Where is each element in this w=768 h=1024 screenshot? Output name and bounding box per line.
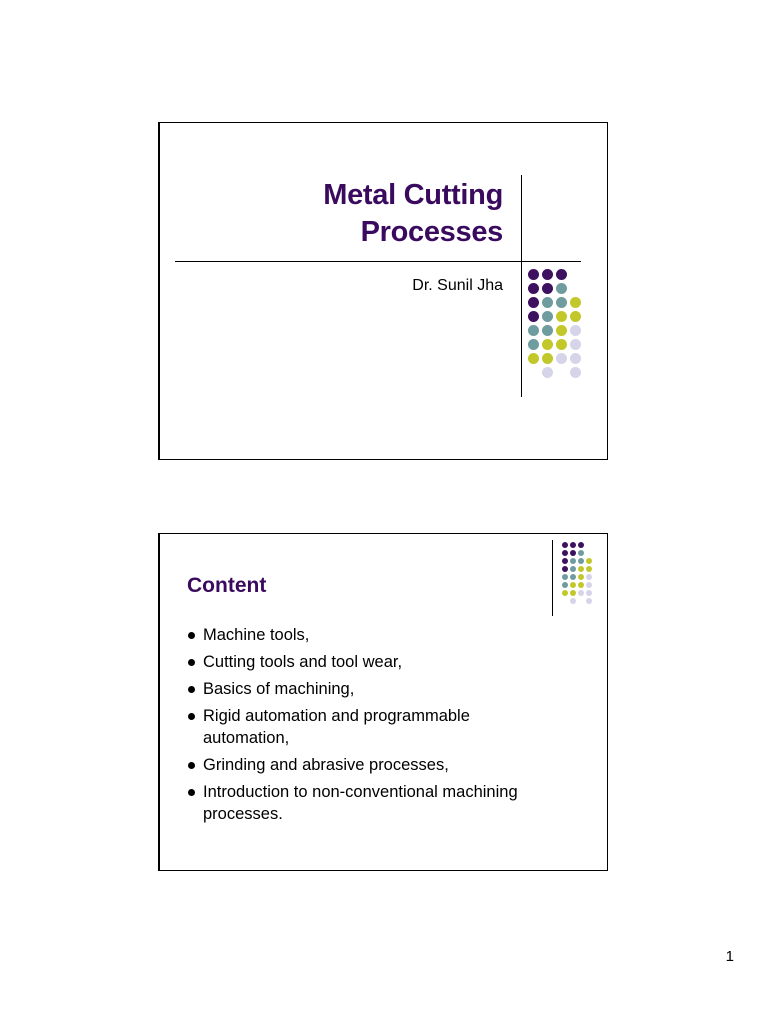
decorative-dot	[578, 542, 584, 548]
content-bullet-list	[186, 624, 546, 830]
decorative-dot	[586, 590, 592, 596]
decorative-dot	[528, 325, 539, 336]
decorative-dot	[586, 582, 592, 588]
decorative-dot	[562, 582, 568, 588]
decorative-dot	[570, 325, 581, 336]
decorative-dot	[542, 367, 553, 378]
decorative-dot	[570, 339, 581, 350]
decorative-dot	[562, 590, 568, 596]
bullet-item: Basics of machining,	[186, 678, 546, 700]
decorative-dot	[578, 590, 584, 596]
decorative-dot	[578, 582, 584, 588]
decorative-dot	[570, 590, 576, 596]
decorative-dot	[556, 325, 567, 336]
decorative-dot	[542, 311, 553, 322]
slide-title-line-1: Metal Cutting	[323, 179, 503, 211]
decorative-dot	[562, 574, 568, 580]
decorative-dot	[528, 311, 539, 322]
decorative-dot	[562, 558, 568, 564]
decorative-dot	[528, 283, 539, 294]
title-slide	[158, 122, 608, 460]
decorative-dot	[578, 558, 584, 564]
decorative-dot	[562, 566, 568, 572]
bullet-item: Introduction to non-conventional machining processes.	[186, 781, 546, 825]
decorative-dot	[570, 558, 576, 564]
slide-vertical-divider	[521, 175, 522, 397]
decorative-dot	[586, 566, 592, 572]
decorative-dot	[586, 598, 592, 604]
decorative-dot	[556, 269, 567, 280]
decorative-dot	[528, 353, 539, 364]
decorative-dot	[570, 311, 581, 322]
decorative-dot	[586, 558, 592, 564]
decorative-dot	[542, 325, 553, 336]
bullet-item: Rigid automation and programmable automation,	[186, 705, 546, 749]
decorative-dot	[562, 550, 568, 556]
decorative-dot	[556, 353, 567, 364]
decorative-dot	[570, 550, 576, 556]
decorative-dot	[570, 542, 576, 548]
bullet-item: Cutting tools and tool wear,	[186, 651, 546, 673]
bullet-item: Grinding and abrasive processes,	[186, 754, 546, 776]
decorative-dot	[528, 339, 539, 350]
decorative-dot	[556, 339, 567, 350]
decorative-dot	[570, 574, 576, 580]
decorative-dot	[570, 598, 576, 604]
decorative-dot	[528, 269, 539, 280]
slide-title-line-2: Processes	[360, 216, 503, 248]
slide-author: Dr. Sunil Jha	[412, 277, 503, 294]
bullet-item: Machine tools,	[186, 624, 546, 646]
decorative-dot	[578, 574, 584, 580]
decorative-dot	[570, 367, 581, 378]
decorative-dot	[578, 566, 584, 572]
decorative-dot	[542, 353, 553, 364]
decorative-dot	[570, 353, 581, 364]
decorative-dot	[542, 269, 553, 280]
decorative-dot	[556, 297, 567, 308]
decorative-dot	[570, 582, 576, 588]
slide-heading: Content	[187, 574, 267, 597]
decorative-dot	[578, 550, 584, 556]
slide-title	[323, 177, 503, 251]
decorative-dot	[542, 297, 553, 308]
decorative-dot	[586, 574, 592, 580]
decorative-dot	[528, 297, 539, 308]
decorative-dot	[542, 339, 553, 350]
content-slide	[158, 533, 608, 871]
decorative-dot	[556, 283, 567, 294]
slide-vertical-divider	[552, 540, 553, 616]
decorative-dot	[570, 566, 576, 572]
decorative-dot	[556, 311, 567, 322]
decorative-dot	[542, 283, 553, 294]
slide-horizontal-divider	[175, 261, 581, 262]
decorative-dot	[562, 542, 568, 548]
page-number: 1	[725, 948, 734, 965]
decorative-dot	[570, 297, 581, 308]
